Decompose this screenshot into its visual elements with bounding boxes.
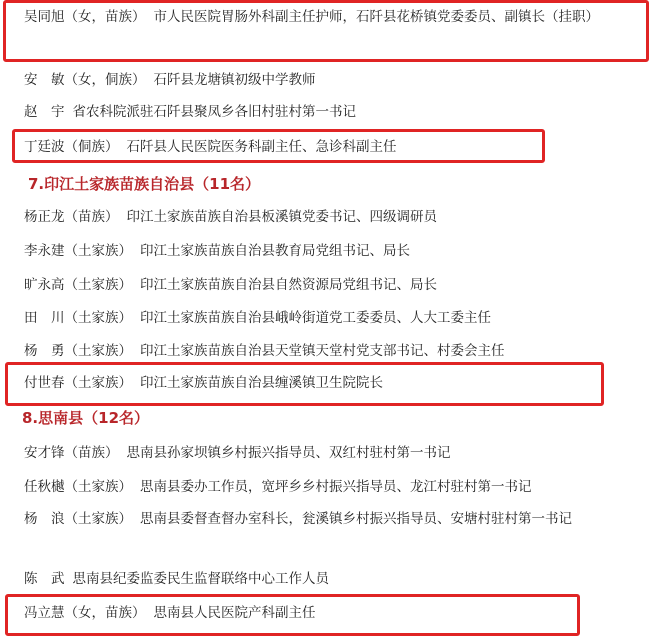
person-description: 石阡县人民医院医务科副主任、急诊科副主任 [126, 139, 397, 155]
list-item [24, 272, 644, 298]
person-name: 赵 宇 [24, 104, 65, 120]
list-item [24, 99, 644, 125]
list-item [24, 67, 644, 93]
list-item [24, 504, 644, 534]
person-description: 思南县孙家坝镇乡村振兴指导员、双红村驻村第一书记 [126, 445, 451, 461]
person-name: 田 川（土家族） [24, 310, 132, 326]
list-item [24, 474, 644, 500]
person-name: 李永建（土家族） [24, 243, 132, 259]
person-description: 思南县纪委监委民生监督联络中心工作人员 [72, 571, 329, 587]
person-description: 印江土家族苗族自治县缠溪镇卫生院院长 [140, 375, 383, 391]
person-description: 思南县委督查督办室科长，瓮溪镇乡村振兴指导员、安塘村驻村第一书记 [140, 511, 572, 527]
section-heading: 7.印江土家族苗族自治县（11名） [28, 175, 261, 193]
person-description: 思南县人民医院产科副主任 [153, 605, 316, 621]
person-description: 石阡县龙塘镇初级中学教师 [153, 72, 316, 88]
list-item [24, 440, 644, 466]
person-description: 印江土家族苗族自治县教育局党组书记、局长 [140, 243, 410, 259]
section-heading: 8.思南县（12名） [22, 409, 150, 427]
person-description: 省农科院派驻石阡县聚凤乡各旧村驻村第一书记 [72, 104, 356, 120]
person-name: 旷永高（土家族） [24, 277, 132, 293]
person-description: 印江土家族苗族自治县峨岭街道党工委委员、人大工委主任 [140, 310, 491, 326]
person-name: 安才锋（苗族） [24, 445, 119, 461]
person-name: 安 敏（女，侗族） [24, 72, 146, 88]
list-item [24, 134, 644, 160]
person-name: 付世春（土家族） [24, 375, 132, 391]
person-name: 任秋樾（土家族） [24, 479, 132, 495]
person-description: 思南县委办工作员，宽坪乡乡村振兴指导员、龙江村驻村第一书记 [140, 479, 532, 495]
person-name: 丁廷波（侗族） [24, 139, 119, 155]
person-name: 杨正龙（苗族） [24, 209, 119, 225]
person-name: 杨 勇（土家族） [24, 343, 132, 359]
list-item [24, 2, 644, 32]
list-item [24, 238, 644, 264]
list-item [24, 600, 644, 626]
person-description: 印江土家族苗族自治县板溪镇党委书记、四级调研员 [126, 209, 437, 225]
person-name: 冯立慧（女，苗族） [24, 605, 146, 621]
person-name: 杨 浪（土家族） [24, 511, 132, 527]
person-name: 吴同旭（女，苗族） [24, 9, 146, 25]
person-description: 印江土家族苗族自治县自然资源局党组书记、局长 [140, 277, 437, 293]
list-item [24, 305, 644, 331]
list-item [24, 566, 644, 592]
person-name: 陈 武 [24, 571, 65, 587]
person-description: 印江土家族苗族自治县天堂镇天堂村党支部书记、村委会主任 [140, 343, 505, 359]
list-item [24, 204, 644, 230]
person-description: 市人民医院胃肠外科副主任护师，石阡县花桥镇党委委员、副镇长（挂职） [153, 9, 599, 25]
list-item [24, 338, 644, 364]
list-item [24, 370, 644, 396]
